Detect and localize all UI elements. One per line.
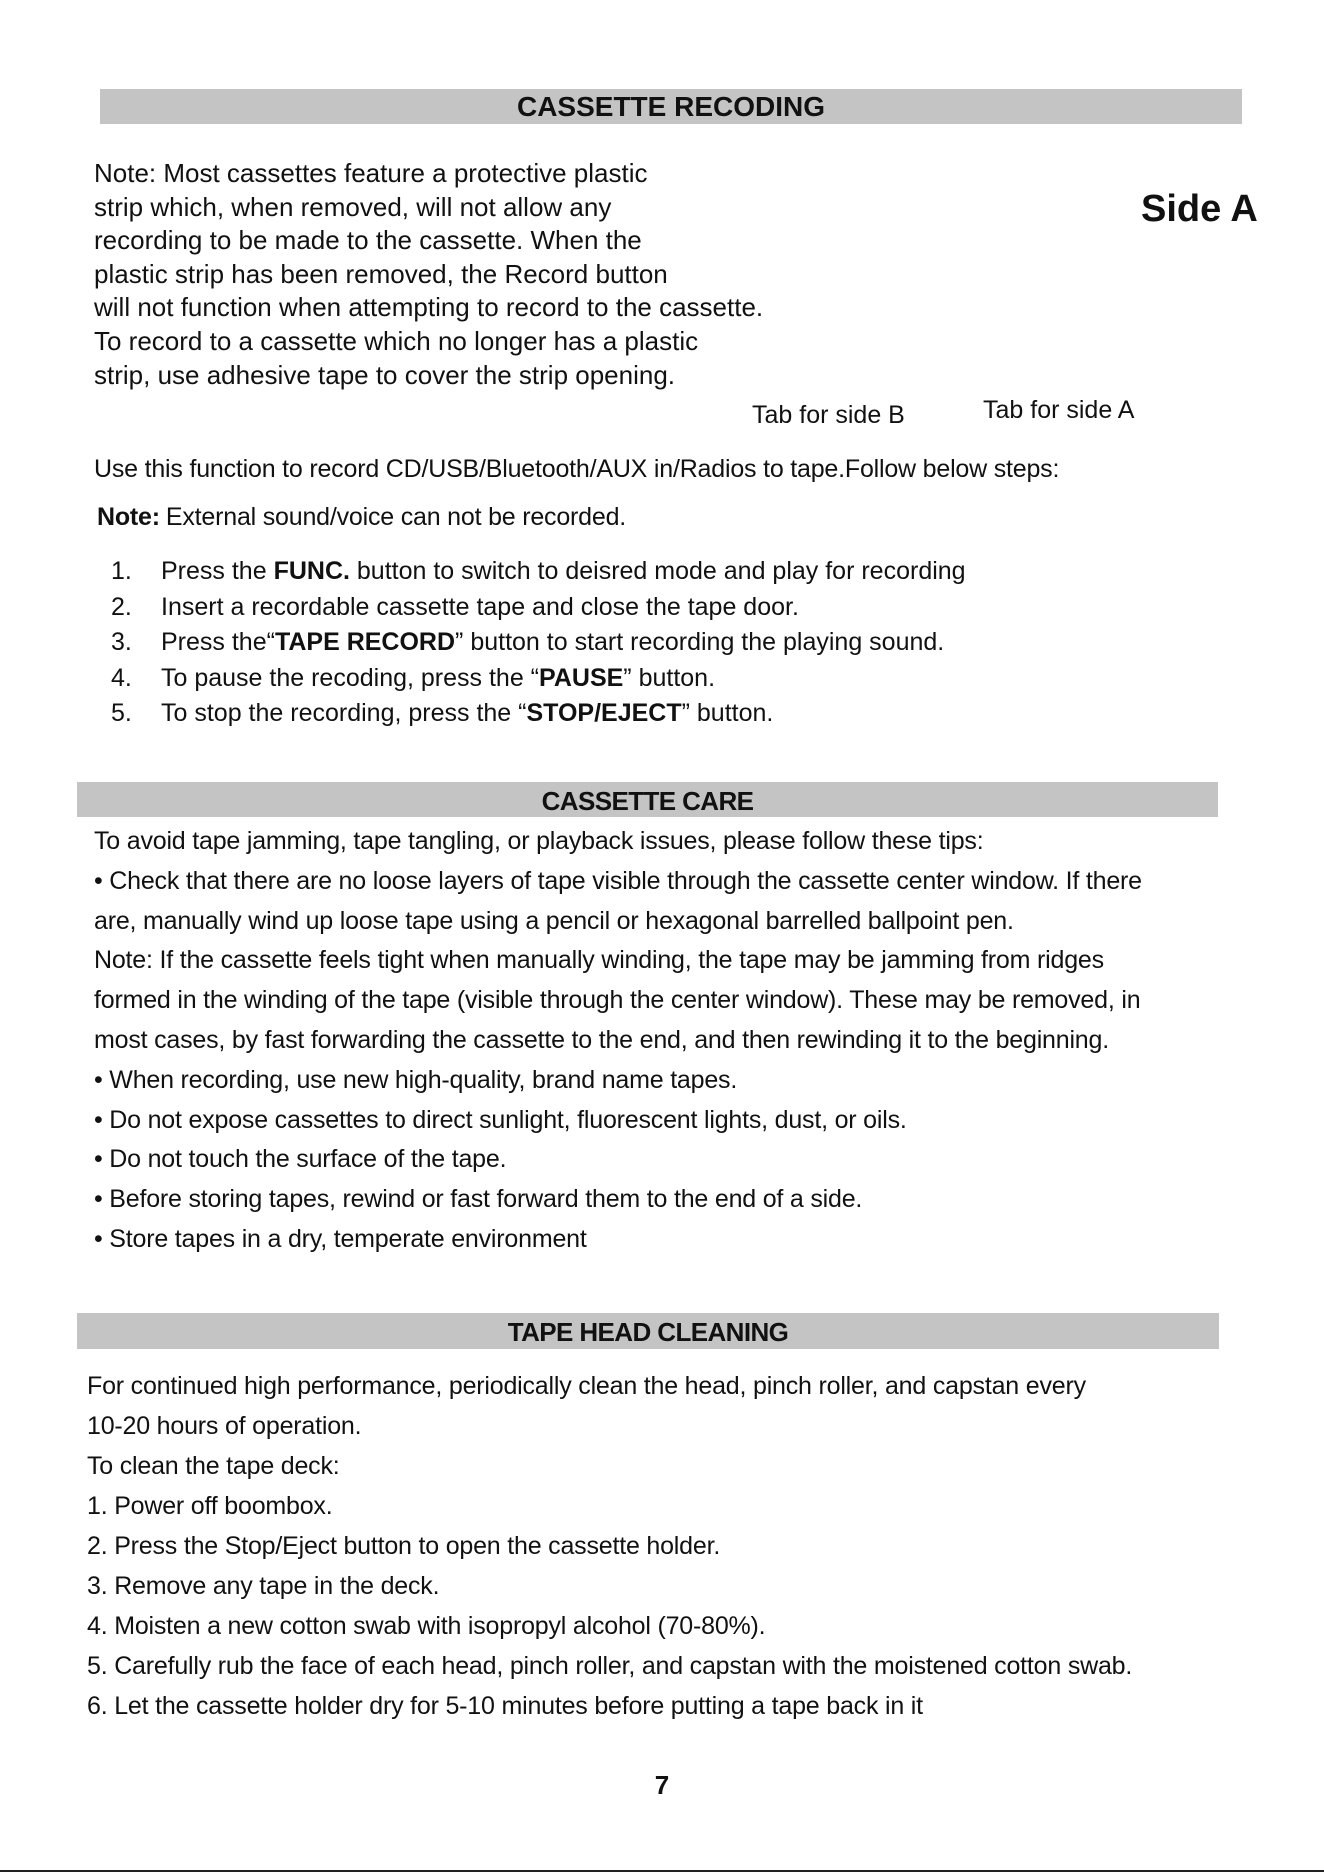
paragraph-line: are, manually wind up loose tape using a pencil or hexagonal barrelled ballpoint pen. [94, 906, 1014, 935]
paragraph-line: • Store tapes in a dry, temperate environment [94, 1224, 587, 1253]
paragraph-line: 10-20 hours of operation. [87, 1412, 362, 1440]
paragraph-line: For continued high performance, periodically clean the head, pinch roller, and capstan every [87, 1372, 1086, 1400]
list-item: 4. To pause the recoding, press the “PAUSE” button. [111, 663, 716, 692]
paragraph-line: To clean the tape deck: [87, 1452, 340, 1480]
paragraph-line: • Do not touch the surface of the tape. [94, 1145, 507, 1174]
note-line: will not function when attempting to record to the cassette. [94, 292, 764, 323]
paragraph-line: • Check that there are no loose layers of tape visible through the cassette center window. If there [94, 866, 1142, 895]
paragraph-line: formed in the winding of the tape (visible through the center window). These may be removed, in [94, 986, 1141, 1015]
note-line: To record to a cassette which no longer has a plastic [94, 325, 699, 356]
paragraph-line: • Before storing tapes, rewind or fast forward them to the end of a side. [94, 1185, 863, 1214]
note-line: plastic strip has been removed, the Record button [94, 258, 668, 289]
section-heading-cassette-care: CASSETTE CARE [77, 782, 1218, 817]
paragraph-line: 5. Carefully rub the face of each head, pinch roller, and capstan with the moistened cotton swab. [87, 1652, 1133, 1680]
cassette-strip-note [94, 157, 763, 392]
paragraph-line: To avoid tape jamming, tape tangling, or playback issues, please follow these tips: [94, 827, 984, 855]
cassette-care-text [94, 825, 1142, 1263]
list-item: 5. To stop the recording, press the “STOP/EJECT” button. [111, 699, 774, 727]
paragraph-line: 1. Power off boombox. [87, 1492, 333, 1520]
paragraph-line: most cases, by fast forwarding the cassette to the end, and then rewinding it to the beginning. [94, 1025, 1109, 1054]
paragraph-line: • When recording, use new high-quality, brand name tapes. [94, 1065, 738, 1094]
section-heading-tape-head-cleaning: TAPE HEAD CLEANING [77, 1313, 1219, 1349]
section-heading-cassette-recoding: CASSETTE RECODING [100, 89, 1242, 124]
list-item: 1. Press the FUNC. button to switch to deisred mode and play for recording [111, 557, 966, 585]
recording-intro: Use this function to record CD/USB/Bluetooth/AUX in/Radios to tape.Follow below steps: [94, 455, 1060, 483]
external-sound-note [97, 503, 626, 532]
note-line: Note: Most cassettes feature a protective plastic [94, 158, 648, 188]
paragraph-line: 3. Remove any tape in the deck. [87, 1572, 440, 1600]
paragraph-line: 2. Press the Stop/Eject button to open the cassette holder. [87, 1532, 721, 1560]
tab-side-a-label: Tab for side A [983, 396, 1135, 424]
paragraph-line: Note: If the cassette feels tight when manually winding, the tape may be jamming from ridges [94, 946, 1104, 975]
paragraph-line: 4. Moisten a new cotton swab with isopropyl alcohol (70-80%). [87, 1612, 766, 1640]
list-item: 3. Press the“TAPE RECORD” button to start recording the playing sound. [111, 628, 945, 656]
tape-head-cleaning-text [87, 1370, 1132, 1730]
note-line: recording to be made to the cassette. When the [94, 225, 642, 256]
note-line: strip which, when removed, will not allow any [94, 191, 612, 222]
note-line: strip, use adhesive tape to cover the strip opening. [94, 359, 676, 390]
paragraph-line: 6. Let the cassette holder dry for 5-10 minutes before putting a tape back in it [87, 1692, 923, 1720]
note-text: External sound/voice can not be recorded. [165, 503, 627, 531]
paragraph-line: • Do not expose cassettes to direct sunlight, fluorescent lights, dust, or oils. [94, 1105, 907, 1134]
page-number: 7 [654, 1770, 670, 1800]
side-a-label: Side A [1141, 188, 1258, 230]
note-label: Note: [97, 503, 160, 531]
tab-side-b-label: Tab for side B [752, 401, 905, 429]
recording-steps-list [111, 556, 966, 734]
list-item: 2. Insert a recordable cassette tape and close the tape door. [111, 592, 799, 621]
